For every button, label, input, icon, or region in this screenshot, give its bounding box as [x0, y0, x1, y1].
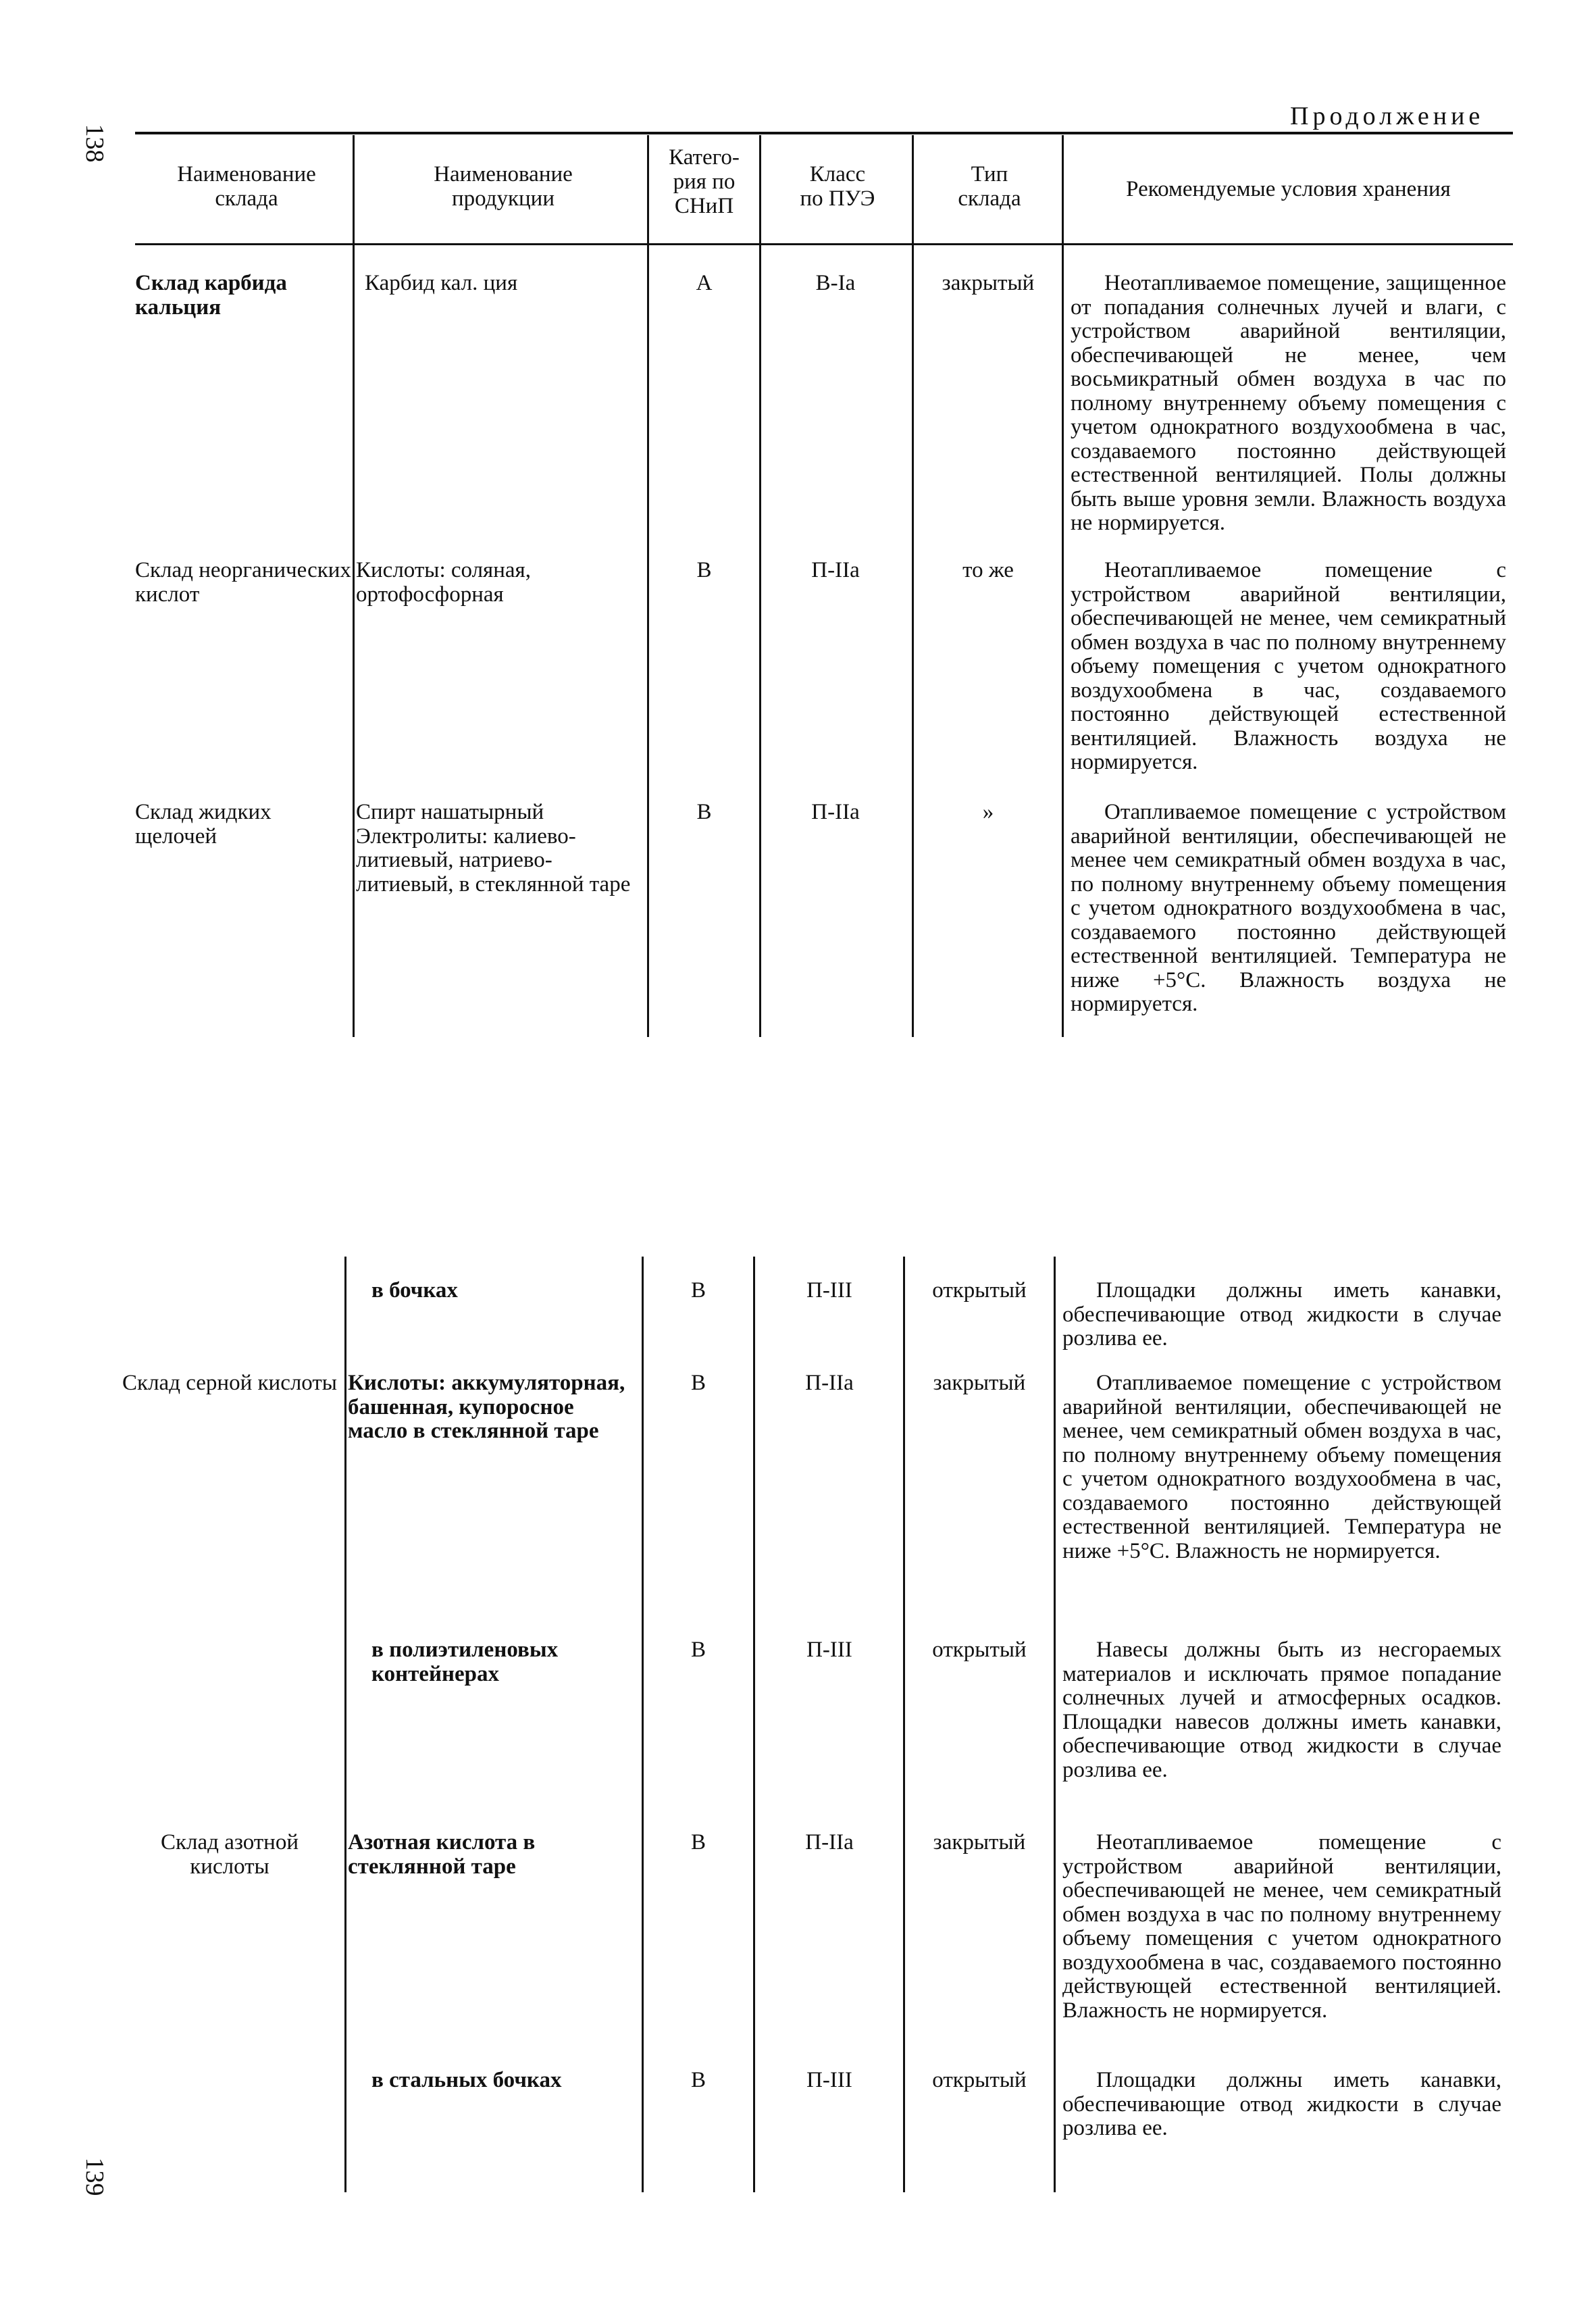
category-value: В [690, 1638, 706, 1662]
header-bottom-rule [135, 243, 1513, 245]
class-value: П-IIа [811, 558, 860, 582]
product-name: Карбид кал. ция [365, 271, 518, 295]
page-number-bottom: 139 [80, 2157, 109, 2196]
type-value: закрытый [933, 1371, 1026, 1395]
storage-conditions: Неотапливаемое помещение, защищенное от попадания солнечных лучей и влаги, с устройством аварийной вентиляции, обеспечивающей не менее, чем восьмикратный обмен воздуха в час по полному внутреннему объему помещения с учетом однократного воздухообмена в час, создаваемого постоянно действующей естественной вентиляцией. Полы должны быть выше уровня земли. Влажность воздуха не нормируется. [1071, 271, 1506, 535]
type-value: открытый [932, 2068, 1027, 2092]
header-category: Катего- рия по СНиП [669, 145, 740, 218]
top-col-rule-4 [912, 135, 914, 1037]
warehouse-name: Склад карбида кальция [135, 271, 287, 320]
bottom-col-rule-3 [753, 1257, 755, 2192]
bottom-col-rule-1 [344, 1257, 346, 2192]
product-name: Кислоты: соляная, ортофосфорная [356, 558, 531, 607]
top-col-rule-3 [759, 135, 761, 1037]
class-value: П-III [806, 1278, 852, 1303]
category-value: А [696, 271, 713, 295]
header-warehouse: Наименование склада [177, 162, 316, 211]
type-value: закрытый [942, 271, 1035, 295]
top-col-rule-2 [647, 135, 649, 1037]
header-top-rule [135, 132, 1513, 134]
storage-conditions: Навесы должны быть из несгораемых материалов и исключать прямое попадание солнечных лучей и атмосферных осадков. Площадки навесов должны иметь канавки, обеспечивающие отвод жидкости в случае розлива ее. [1062, 1638, 1501, 1782]
bottom-col-rule-5 [1054, 1257, 1056, 2192]
category-value: В [690, 1830, 706, 1854]
warehouse-name: Склад жидких щелочей [135, 800, 272, 849]
class-value: П-III [806, 1638, 852, 1662]
header-product: Наименование продукции [434, 162, 573, 211]
header-type: Тип склада [958, 162, 1021, 211]
page-number-top: 138 [80, 124, 109, 163]
continuation-label: Продолжение [1290, 102, 1485, 130]
storage-conditions: Отапливаемое помещение с устройством аварийной вентиляции, обеспечивающей не менее чем семикратный обмен воздуха в час, по полному внутреннему объему помещения с учетом однократного воздухообмена в час, создаваемого постоянно действующей естественной вентиляцией. Температура не ниже +5°С. Влажность воздуха не нормируется. [1071, 800, 1506, 1016]
class-value: П-III [806, 2068, 852, 2092]
product-name: в бочках [371, 1278, 458, 1303]
storage-conditions: Площадки должны иметь канавки, обеспечивающие отвод жидкости в случае розлива ее. [1062, 1278, 1501, 1350]
top-col-rule-5 [1062, 135, 1064, 1037]
type-value: открытый [932, 1278, 1027, 1303]
warehouse-name: Склад азотной кислоты [161, 1830, 299, 1879]
type-value: » [982, 800, 994, 824]
bottom-col-rule-4 [903, 1257, 905, 2192]
warehouse-name: Склад неорганических кислот [135, 558, 351, 607]
product-name: в полиэтиленовых контейнерах [371, 1638, 559, 1686]
class-value: П-IIа [811, 800, 860, 824]
class-value: В-Iа [815, 271, 856, 295]
category-value: В [696, 800, 712, 824]
storage-conditions: Неотапливаемое помещение с устройством аварийной вентиляции, обеспечивающей не менее, чем семикратный обмен воздуха в час по полному внутреннему объему помещения с учетом однократного воздухообмена в час, создаваемого постоянно действующей естественной вентиляцией. Влажность не нормируется. [1062, 1830, 1501, 2023]
product-name: Спирт нашатырный Электролиты: калиево-литиевый, натриево-литиевый, в стеклянной таре [356, 800, 631, 896]
top-col-rule-1 [353, 135, 355, 1037]
category-value: В [696, 558, 712, 582]
header-class: Класс по ПУЭ [800, 162, 875, 211]
category-value: В [690, 1371, 706, 1395]
header-conditions: Рекомендуемые условия хранения [1126, 177, 1451, 201]
storage-conditions: Отапливаемое помещение с устройством аварийной вентиляции, обеспечивающей не менее, чем семикратный обмен воздуха в час, по полному внутреннему объему помещения с учетом однократного воздухообмена в час, создаваемого постоянно действующей естественной вентиляцией. Температура не ниже +5°С. Влажность не нормируется. [1062, 1371, 1501, 1563]
type-value: то же [962, 558, 1014, 582]
product-name: в стальных бочках [371, 2068, 562, 2092]
warehouse-name: Склад серной кислоты [122, 1371, 337, 1395]
type-value: закрытый [933, 1830, 1026, 1854]
storage-conditions: Неотапливаемое помещение с устройством аварийной вентиляции, обеспечивающей не менее, чем семикратный обмен воздуха в час по полному внутреннему объему помещения с учетом однократного воздухообмена в час, создаваемого постоянно действующей естественной вентиляцией. Влажность воздуха не нормируется. [1071, 558, 1506, 774]
class-value: П-IIа [805, 1371, 854, 1395]
storage-conditions: Площадки должны иметь канавки, обеспечивающие отвод жидкости в случае розлива ее. [1062, 2068, 1501, 2140]
class-value: П-IIа [805, 1830, 854, 1854]
type-value: открытый [932, 1638, 1027, 1662]
product-name: Кислоты: аккумуляторная, башенная, купоросное масло в стеклянной таре [348, 1371, 625, 1443]
category-value: В [690, 1278, 706, 1303]
bottom-col-rule-2 [642, 1257, 644, 2192]
product-name: Азотная кислота в стеклянной таре [348, 1830, 536, 1879]
category-value: В [690, 2068, 706, 2092]
